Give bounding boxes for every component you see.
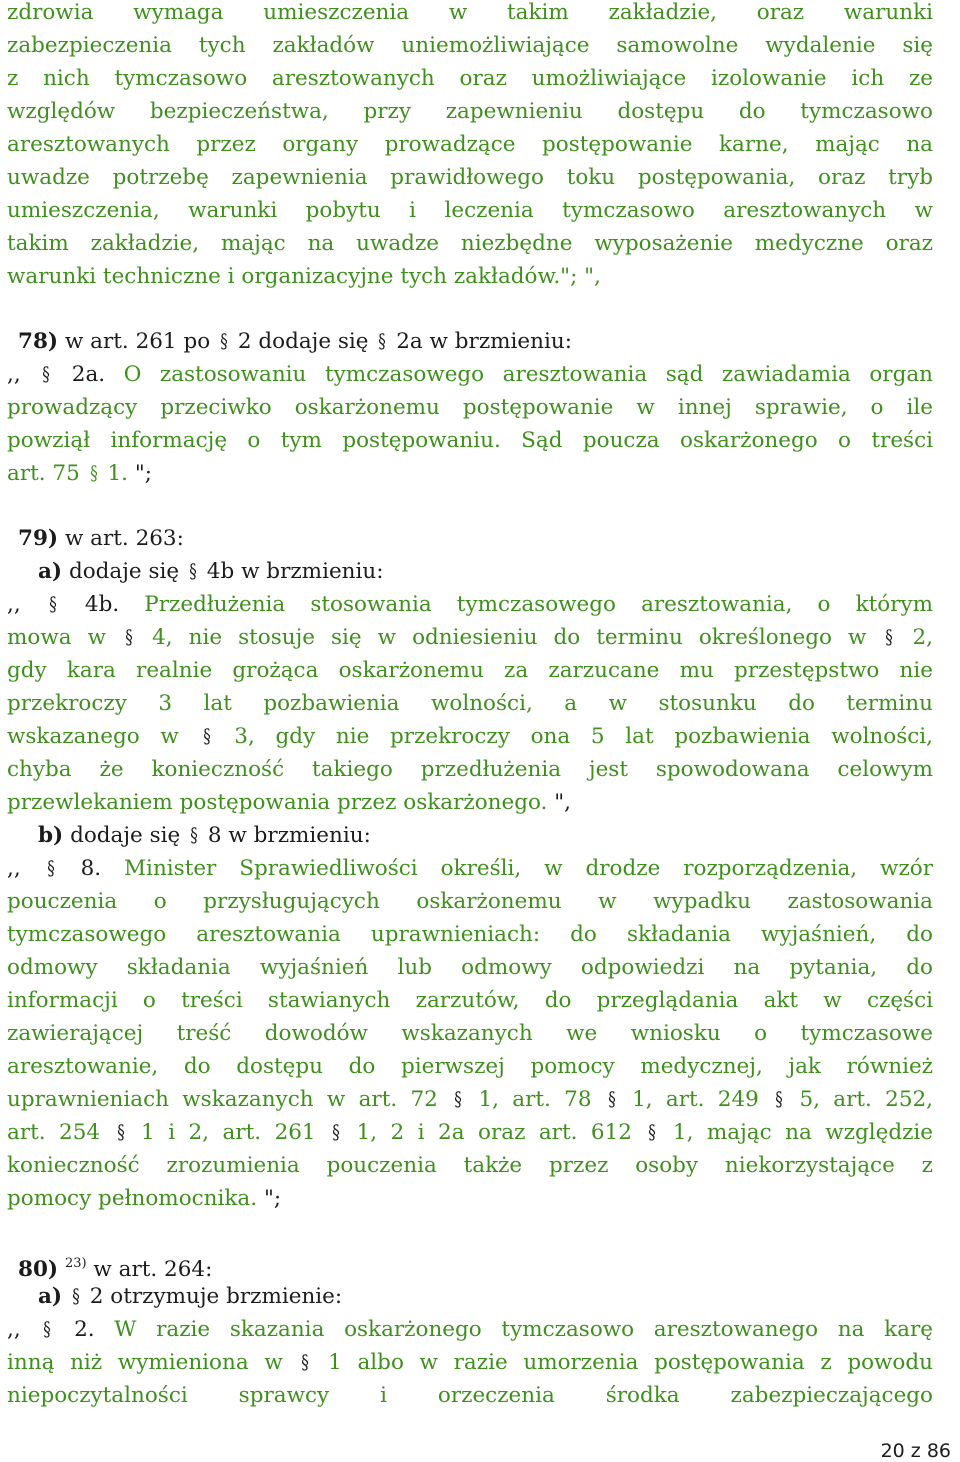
quote-line: mowa w § 4, nie stosuje się w odniesieniu do terminu określonego w § 2, [7, 621, 933, 654]
quote-line: aresztowanie, do dostępu do pierwszej pomocy medycznej, jak również [7, 1054, 933, 1079]
quote-line: ,, § 4b. Przedłużenia stosowania tymczasowego aresztowania, o którym [7, 588, 933, 621]
quote-line: ,, § 2a. O zastosowaniu tymczasowego aresztowania sąd zawiadamia organ [7, 358, 933, 391]
item-number: 80) [18, 1257, 59, 1280]
quote-line: inną niż wymieniona w § 1 albo w razie umorzenia postępowania z powodu [7, 1346, 933, 1379]
item-number: 79) [18, 526, 59, 551]
item-letter: a) [38, 559, 63, 584]
item-79a: a) dodaje się § 4b w brzmieniu: [38, 555, 933, 588]
quote-line: chyba że konieczność takiego przedłużenia jest spowodowana celowym [7, 757, 933, 782]
quote-line: gdy kara realnie grożąca oskarżonemu za zarzucane mu przestępstwo nie [7, 658, 933, 683]
quote-line: ,, § 8. Minister Sprawiedliwości określi, w drodze rozporządzenia, wzór [7, 852, 933, 885]
item-80: 80) $^{23)}$ w art. 264: [18, 1256, 213, 1280]
quote-line: zawierającej treść dowodów wskazanych we wniosku o tymczasowe [7, 1021, 933, 1046]
section-sign: § [454, 1087, 462, 1111]
item-79: 79) w art. 263: [18, 526, 184, 551]
section-sign: § [46, 856, 55, 880]
item-79b: b) dodaje się § 8 w brzmieniu: [38, 819, 933, 852]
section-sign: § [332, 1120, 340, 1144]
page-number: 20 z 86 [880, 1440, 951, 1462]
quote-line: pouczenia o przysługujących oskarżonemu w wypadku zastosowania [7, 889, 933, 914]
quote-line: ,, § 2. W razie skazania oskarżonego tymczasowo aresztowanego na karę [7, 1313, 933, 1346]
text-line: aresztowanych przez organy prowadzące postępowanie karne, mając na [7, 132, 933, 157]
section-sign: § [378, 329, 387, 353]
quote-line: art. 254 § 1 i 2, art. 261 § 1, 2 i 2a oraz art. 612 § 1, mając na względzie [7, 1116, 933, 1149]
quote-line: przekroczy 3 lat pozbawienia wolności, a w stosunku do terminu [7, 691, 933, 716]
section-sign: § [202, 724, 211, 748]
section-sign: § [89, 461, 98, 485]
section-sign: § [42, 362, 50, 386]
section-sign: § [648, 1120, 657, 1144]
section-sign: § [190, 823, 198, 847]
item-letter: b) [38, 823, 64, 848]
text-line: umieszczenia, warunki pobytu i leczenia tymczasowo aresztowanych w [7, 198, 933, 223]
section-sign: § [301, 1350, 310, 1374]
section-sign: § [72, 1284, 80, 1308]
section-sign: § [189, 559, 197, 583]
section-sign: § [608, 1087, 616, 1111]
text-line: względów bezpieczeństwa, przy zapewnieniu dostępu do tymczasowo [7, 99, 933, 124]
quote-line: uprawnieniach wskazanych w art. 72 § 1, art. 78 § 1, art. 249 § 5, art. 252, [7, 1083, 933, 1116]
text-line: zabezpieczenia tych zakładów uniemożliwiające samowolne wydalenie się [7, 33, 933, 58]
quote-line: pomocy pełnomocnika. "; [7, 1186, 282, 1211]
quote-line: art. 75 § 1. "; [7, 457, 933, 490]
section-sign: § [43, 1317, 52, 1341]
text-line: uwadze potrzebę zapewnienia prawidłowego toku postępowania, oraz tryb [7, 165, 933, 190]
text-line: takim zakładzie, mając na uwadze niezbędne wyposażenie medyczne oraz [7, 231, 933, 256]
section-sign: § [125, 625, 133, 649]
section-sign: § [775, 1087, 783, 1111]
section-sign: § [49, 592, 57, 616]
quote-line: wskazanego w § 3, gdy nie przekroczy ona 5 lat pozbawienia wolności, [7, 720, 933, 753]
section-sign: § [116, 1120, 125, 1144]
item-78: 78) w art. 261 po § 2 dodaje się § 2a w brzmieniu: [18, 325, 933, 358]
quote-line: informacji o treści stawianych zarzutów, do przeglądania akt w części [7, 988, 933, 1013]
text-line: warunki techniczne i organizacyjne tych zakładów."; ", [7, 264, 601, 289]
item-letter: a) [38, 1284, 63, 1309]
item-80a: a) § 2 otrzymuje brzmienie: [38, 1280, 933, 1313]
text-line: z nich tymczasowo aresztowanych oraz umożliwiające izolowanie ich ze [7, 66, 933, 91]
quote-line: konieczność zrozumienia pouczenia także przez osoby niekorzystające z [7, 1153, 933, 1178]
section-sign: § [220, 329, 228, 353]
section-sign: § [885, 625, 894, 649]
quote-line: prowadzący przeciwko oskarżonemu postępowanie w innej sprawie, o ile [7, 395, 933, 420]
quote-line: niepoczytalności sprawcy i orzeczenia środka zabezpieczającego [7, 1383, 933, 1408]
item-number: 78) [18, 329, 59, 354]
quote-line: tymczasowego aresztowania uprawnieniach: do składania wyjaśnień, do [7, 922, 933, 947]
quote-line: przewlekaniem postępowania przez oskarżonego. ", [7, 790, 571, 815]
quote-line: odmowy składania wyjaśnień lub odmowy odpowiedzi na pytania, do [7, 955, 933, 980]
quote-line: powziął informację o tym postępowaniu. Sąd poucza oskarżonego o treści [7, 428, 933, 453]
footnote-ref: 23) [64, 1256, 87, 1271]
text-line: zdrowia wymaga umieszczenia w takim zakładzie, oraz warunki [7, 0, 933, 25]
